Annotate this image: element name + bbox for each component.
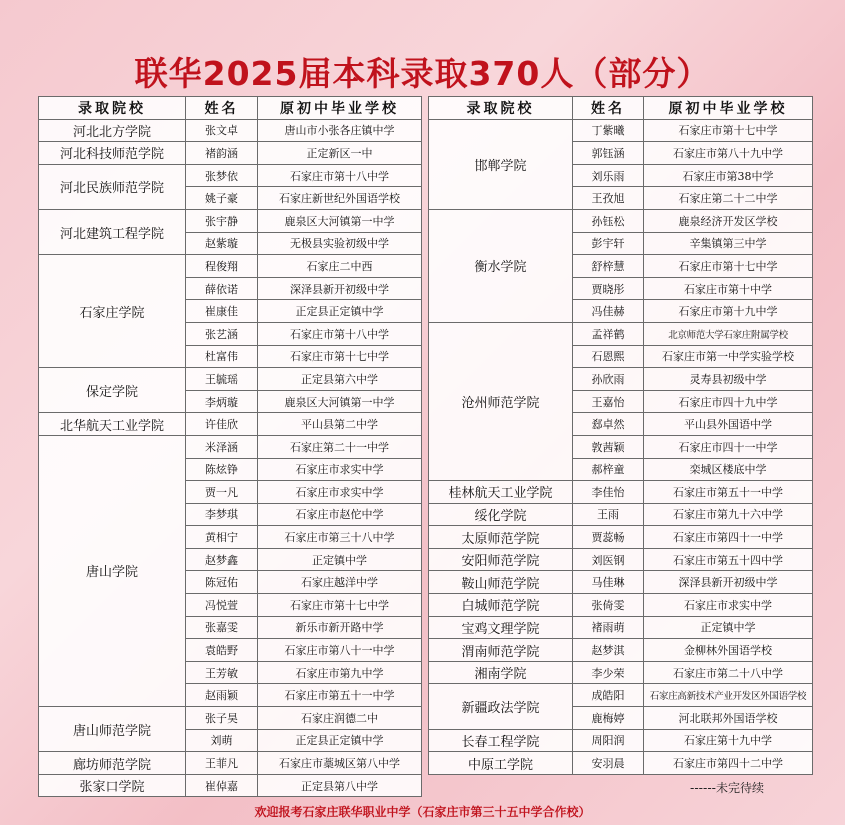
student-name-cell: 石恩熙 [573, 345, 644, 368]
student-name-cell: 李炳璇 [186, 390, 258, 413]
student-name-cell: 成皓阳 [573, 684, 644, 707]
middle-school-cell: 石家庄市第十中学 [644, 277, 813, 300]
student-name-cell: 郝梓童 [573, 458, 644, 481]
student-name-cell: 孙欣雨 [573, 368, 644, 391]
college-cell: 新疆政法学院 [429, 684, 573, 729]
header-name: 姓名 [186, 97, 258, 120]
table-row [429, 616, 813, 639]
student-name-cell: 褚雨萌 [573, 616, 644, 639]
college-cell: 唐山师范学院 [39, 707, 186, 752]
student-name-cell: 姚子豪 [186, 187, 258, 210]
student-name-cell: 刘医钢 [573, 548, 644, 571]
student-name-cell: 孙钰松 [573, 209, 644, 232]
student-name-cell: 马佳琳 [573, 571, 644, 594]
middle-school-cell: 正定县第八中学 [258, 774, 422, 797]
middle-school-cell: 石家庄市四十九中学 [644, 390, 813, 413]
student-name-cell: 彭宇轩 [573, 232, 644, 255]
student-name-cell: 赵紫璇 [186, 232, 258, 255]
student-name-cell: 王毓瑶 [186, 368, 258, 391]
table-row [429, 684, 813, 707]
student-name-cell: 赵梦鑫 [186, 548, 258, 571]
middle-school-cell: 石家庄市第十八中学 [258, 164, 422, 187]
footer-slogan: 欢迎报考石家庄联华职业中学（石家庄市第三十五中学合作校） [254, 805, 591, 819]
student-name-cell: 陈炫铮 [186, 458, 258, 481]
college-cell: 太原师范学院 [429, 526, 573, 549]
middle-school-cell: 石家庄市藁城区第八中学 [258, 752, 422, 775]
student-name-cell: 张嘉雯 [186, 616, 258, 639]
header-school: 原初中毕业学校 [644, 97, 813, 120]
middle-school-cell: 石家庄市第十八中学 [258, 322, 422, 345]
student-name-cell: 张文卓 [186, 119, 258, 142]
student-name-cell: 赵雨颖 [186, 684, 258, 707]
table-row [39, 209, 422, 232]
middle-school-cell: 石家庄市第五十一中学 [644, 481, 813, 504]
college-cell: 廊坊师范学院 [39, 752, 186, 775]
middle-school-cell: 石家庄市第十七中学 [644, 119, 813, 142]
middle-school-cell: 石家庄二中西 [258, 255, 422, 278]
student-name-cell: 王嘉怡 [573, 390, 644, 413]
middle-school-cell: 石家庄市第九十六中学 [644, 503, 813, 526]
table-row [429, 481, 813, 504]
middle-school-cell: 正定县正定镇中学 [258, 300, 422, 323]
middle-school-cell: 石家庄市第一中学实验学校 [644, 345, 813, 368]
student-name-cell: 王菲凡 [186, 752, 258, 775]
middle-school-cell: 鹿泉区大河镇第一中学 [258, 390, 422, 413]
college-cell: 白城师范学院 [429, 594, 573, 617]
table-row [429, 639, 813, 662]
student-name-cell: 陈冠佑 [186, 571, 258, 594]
middle-school-cell: 石家庄市第八十一中学 [258, 639, 422, 662]
college-cell: 保定学院 [39, 368, 186, 413]
table-row [39, 774, 422, 797]
middle-school-cell: 辛集镇第三中学 [644, 232, 813, 255]
middle-school-cell: 石家庄市第二十八中学 [644, 661, 813, 684]
student-name-cell: 米泽涵 [186, 435, 258, 458]
student-name-cell: 贾一凡 [186, 481, 258, 504]
college-cell: 绥化学院 [429, 503, 573, 526]
table-row [39, 255, 422, 278]
table-row [429, 548, 813, 571]
student-name-cell: 王孜旭 [573, 187, 644, 210]
middle-school-cell: 石家庄市第38中学 [644, 164, 813, 187]
header-name: 姓名 [573, 97, 644, 120]
middle-school-cell: 正定镇中学 [644, 616, 813, 639]
header-school: 原初中毕业学校 [258, 97, 422, 120]
college-cell: 河北民族师范学院 [39, 164, 186, 209]
middle-school-cell: 石家庄市第五十四中学 [644, 548, 813, 571]
student-name-cell: 褚韵涵 [186, 142, 258, 165]
page-title: 联华2025届本科录取370人（部分） [134, 54, 711, 93]
middle-school-cell: 石家庄市第四十二中学 [644, 752, 813, 775]
table-body-right [429, 119, 813, 774]
student-name-cell: 崔康佳 [186, 300, 258, 323]
student-name-cell: 许佳欣 [186, 413, 258, 436]
table-row [39, 752, 422, 775]
student-name-cell: 郄卓然 [573, 413, 644, 436]
student-name-cell: 舒梓慧 [573, 255, 644, 278]
table-row [39, 164, 422, 187]
middle-school-cell: 深泽县新开初级中学 [644, 571, 813, 594]
college-cell: 河北建筑工程学院 [39, 209, 186, 254]
table-header-row [429, 97, 813, 120]
college-cell: 张家口学院 [39, 774, 186, 797]
middle-school-cell: 正定县正定镇中学 [258, 729, 422, 752]
student-name-cell: 张艺涵 [186, 322, 258, 345]
middle-school-cell: 石家庄市求实中学 [644, 594, 813, 617]
middle-school-cell: 石家庄市第五十一中学 [258, 684, 422, 707]
student-name-cell: 赵梦淇 [573, 639, 644, 662]
college-cell: 沧州师范学院 [429, 322, 573, 480]
table-row [429, 752, 813, 775]
student-name-cell: 冯佳赫 [573, 300, 644, 323]
student-name-cell: 程俊翔 [186, 255, 258, 278]
middle-school-cell: 鹿泉经济开发区学校 [644, 209, 813, 232]
college-cell: 桂林航天工业学院 [429, 481, 573, 504]
middle-school-cell: 正定新区一中 [258, 142, 422, 165]
college-cell: 湘南学院 [429, 661, 573, 684]
college-cell: 邯郸学院 [429, 119, 573, 209]
middle-school-cell: 石家庄市求实中学 [258, 481, 422, 504]
student-name-cell: 丁紫曦 [573, 119, 644, 142]
middle-school-cell: 深泽县新开初级中学 [258, 277, 422, 300]
table-row [429, 526, 813, 549]
middle-school-cell: 新乐市新开路中学 [258, 616, 422, 639]
student-name-cell: 张宇静 [186, 209, 258, 232]
student-name-cell: 王雨 [573, 503, 644, 526]
middle-school-cell: 鹿泉区大河镇第一中学 [258, 209, 422, 232]
middle-school-cell: 石家庄市赵佗中学 [258, 503, 422, 526]
middle-school-cell: 石家庄市第三十八中学 [258, 526, 422, 549]
admission-table-left [38, 96, 422, 797]
college-cell: 唐山学院 [39, 435, 186, 706]
college-cell: 安阳师范学院 [429, 548, 573, 571]
student-name-cell: 袁皓野 [186, 639, 258, 662]
student-name-cell: 刘乐雨 [573, 164, 644, 187]
student-name-cell: 敦茜颖 [573, 435, 644, 458]
student-name-cell: 张子昊 [186, 707, 258, 730]
middle-school-cell: 石家庄第二十二中学 [644, 187, 813, 210]
student-name-cell: 周阳润 [573, 729, 644, 752]
middle-school-cell: 无极县实验初级中学 [258, 232, 422, 255]
middle-school-cell: 石家庄润德二中 [258, 707, 422, 730]
student-name-cell: 薛依诺 [186, 277, 258, 300]
student-name-cell: 李梦琪 [186, 503, 258, 526]
table-row [429, 594, 813, 617]
table-row [39, 435, 422, 458]
college-cell: 衡水学院 [429, 209, 573, 322]
table-row [429, 322, 813, 345]
middle-school-cell: 唐山市小张各庄镇中学 [258, 119, 422, 142]
college-cell: 石家庄学院 [39, 255, 186, 368]
student-name-cell: 鹿梅婷 [573, 707, 644, 730]
student-name-cell: 贾蕊畅 [573, 526, 644, 549]
table-row [39, 707, 422, 730]
student-name-cell: 张倚雯 [573, 594, 644, 617]
college-cell: 宝鸡文理学院 [429, 616, 573, 639]
table-row [39, 119, 422, 142]
to-be-continued-note: ------未完待续 [690, 781, 764, 795]
middle-school-cell: 石家庄市第十九中学 [644, 300, 813, 323]
student-name-cell: 杜富伟 [186, 345, 258, 368]
student-name-cell: 张梦依 [186, 164, 258, 187]
table-row [429, 119, 813, 142]
middle-school-cell: 石家庄第十九中学 [644, 729, 813, 752]
middle-school-cell: 石家庄市四十一中学 [644, 435, 813, 458]
middle-school-cell: 石家庄越洋中学 [258, 571, 422, 594]
college-cell: 长春工程学院 [429, 729, 573, 752]
student-name-cell: 李佳怡 [573, 481, 644, 504]
college-cell: 渭南师范学院 [429, 639, 573, 662]
student-name-cell: 安羽晨 [573, 752, 644, 775]
middle-school-cell: 石家庄市求实中学 [258, 458, 422, 481]
middle-school-cell: 石家庄高新技术产业开发区外国语学校 [644, 684, 813, 707]
student-name-cell: 崔倬嘉 [186, 774, 258, 797]
middle-school-cell: 正定镇中学 [258, 548, 422, 571]
header-college: 录取院校 [39, 97, 186, 120]
middle-school-cell: 正定县第六中学 [258, 368, 422, 391]
middle-school-cell: 金柳林外国语学校 [644, 639, 813, 662]
table-row [39, 413, 422, 436]
table-row [39, 368, 422, 391]
college-cell: 北华航天工业学院 [39, 413, 186, 436]
student-name-cell: 黄相宁 [186, 526, 258, 549]
table-body-left [39, 119, 422, 797]
college-cell: 鞍山师范学院 [429, 571, 573, 594]
student-name-cell: 李少荣 [573, 661, 644, 684]
middle-school-cell: 石家庄市第十七中学 [258, 594, 422, 617]
middle-school-cell: 平山县第二中学 [258, 413, 422, 436]
table-row [429, 571, 813, 594]
student-name-cell: 王芳敏 [186, 661, 258, 684]
table-header-row [39, 97, 422, 120]
middle-school-cell: 灵寿县初级中学 [644, 368, 813, 391]
student-name-cell: 贾晓彤 [573, 277, 644, 300]
middle-school-cell: 石家庄市第十七中学 [644, 255, 813, 278]
table-row [429, 729, 813, 752]
middle-school-cell: 石家庄市第四十一中学 [644, 526, 813, 549]
middle-school-cell: 平山县外国语中学 [644, 413, 813, 436]
middle-school-cell: 石家庄新世纪外国语学校 [258, 187, 422, 210]
table-row [429, 661, 813, 684]
college-cell: 中原工学院 [429, 752, 573, 775]
middle-school-cell: 石家庄市第十七中学 [258, 345, 422, 368]
student-name-cell: 郭钰涵 [573, 142, 644, 165]
college-cell: 河北北方学院 [39, 119, 186, 142]
admission-table-right [428, 96, 813, 775]
middle-school-cell: 北京师范大学石家庄附属学校 [644, 322, 813, 345]
middle-school-cell: 栾城区楼底中学 [644, 458, 813, 481]
table-row [429, 503, 813, 526]
header-college: 录取院校 [429, 97, 573, 120]
student-name-cell: 刘萌 [186, 729, 258, 752]
student-name-cell: 孟祥鹤 [573, 322, 644, 345]
college-cell: 河北科技师范学院 [39, 142, 186, 165]
middle-school-cell: 石家庄第二十一中学 [258, 435, 422, 458]
table-row [429, 209, 813, 232]
table-row [39, 142, 422, 165]
middle-school-cell: 石家庄市第九中学 [258, 661, 422, 684]
middle-school-cell: 河北联邦外国语学校 [644, 707, 813, 730]
student-name-cell: 冯悦萱 [186, 594, 258, 617]
middle-school-cell: 石家庄市第八十九中学 [644, 142, 813, 165]
